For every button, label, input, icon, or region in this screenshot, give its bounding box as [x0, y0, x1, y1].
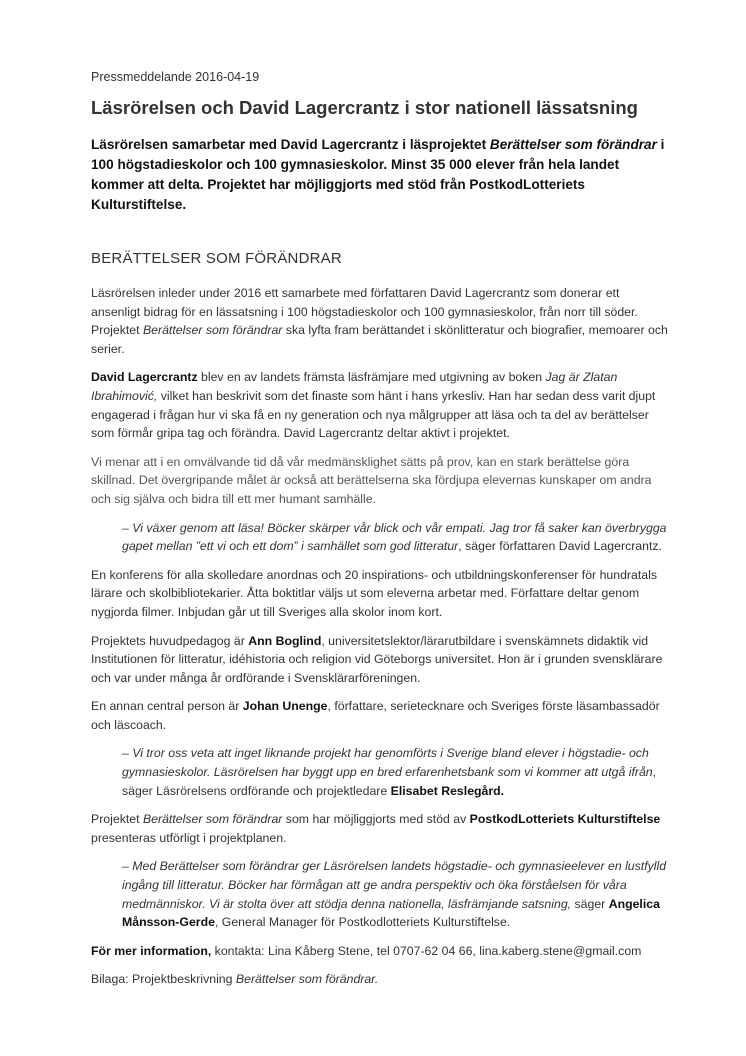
paragraph-pedagogue: [91, 632, 671, 688]
organization-name: PostkodLotteriets Kulturstiftelse: [469, 812, 661, 827]
quote-mansson-gerde: [122, 857, 671, 931]
contact-label: För mer information,: [91, 943, 212, 958]
paragraph-text: presenteras utförligt i projektplanen.: [91, 830, 287, 845]
project-title: Berättelser som förändrar: [142, 323, 283, 338]
person-name: Ann Boglind: [248, 633, 322, 648]
quote-attribution: , General Manager för Postkodlotteriets Kulturstiftelse.: [214, 915, 511, 930]
quote-text: – Vi tror oss veta att inget liknande projekt har genomförts i Sverige bland elever i högstadie- och gymnasieskolor. Läsrörelsen har byggt upp en bred erfarenhetsbank som vi kommer att utgå ifrån: [122, 746, 653, 780]
project-title: Berättelser som förändrar: [142, 812, 283, 827]
paragraph-text: En annan central person är: [91, 699, 243, 714]
paragraph-conference: En konferens för alla skolledare anordnas och 20 inspirations- och utbildningskonferenser för hundratals lärare och skolbibliotekarier. Åtta boktitlar väljs ut som eleverna arbetar med. Författare deltar genom nygjorda filmer. Inbjudan går ut till Sveriges alla skolor inom kort.: [91, 567, 657, 619]
contact-text: kontakta: Lina Kåberg Stene, tel 0707-62 04 66, lina.kaberg.stene@gmail.com: [211, 943, 642, 958]
quote-reslegard: [122, 744, 671, 800]
paragraph-unenge: [91, 697, 671, 734]
quote-attribution: , säger Läsrörelsens ordförande och projektledare: [122, 765, 657, 798]
lead-project-title: Berättelser som förändrar: [489, 137, 657, 152]
paragraph-text: Läsrörelsen inleder under 2016 ett samarbete med författaren David Lagercrantz som donerar ett ansenligt bidrag för en lässatsning i 100 högstadieskolor och 100 gymnasieskolor, från norr till söder. Projektet: [91, 286, 638, 338]
paragraph-goal: Vi menar att i en omvälvande tid då vår medmänsklighet sätts på prov, kan en stark berättelse göra skillnad. Det övergripande målet är också att berättelserna ska fördjupa elevernas kunskaper om andra och sig själva och bidra till ett mer humant samhälle.: [91, 454, 652, 506]
release-date: Pressmeddelande 2016-04-19: [91, 70, 260, 84]
quote-text: – Med Berättelser som förändrar ger Läsrörelsen landets högstadie- och gymnasieelever en lustfylld ingång till litteratur. Böcker har förmågan att ge andra perspektiv och öka förståelsen för våra medmänniskor. Vi är stolta över att stödja denna nationella, läsfrämjande satsning,: [122, 859, 667, 911]
paragraph-lagercrantz: [91, 368, 671, 442]
paragraph-text: blev en av landets främsta läsfrämjare med utgivning av boken: [197, 370, 546, 385]
page-title: Läsrörelsen och David Lagercrantz i stor nationell lässatsning: [91, 97, 638, 118]
press-release: [91, 68, 671, 999]
lead-paragraph: [91, 135, 671, 215]
person-name: Johan Unenge: [242, 699, 328, 714]
quote-attribution: säger: [571, 896, 609, 911]
paragraph-funding: [91, 810, 671, 847]
quote-attribution: , säger författaren David Lagercrantz.: [458, 539, 662, 554]
attachment-text: Bilaga: Projektbeskrivning: [91, 972, 236, 987]
person-name: Elisabet Reslegård.: [390, 783, 505, 798]
section-heading: BERÄTTELSER SOM FÖRÄNDRAR: [91, 250, 342, 267]
paragraph-text: vilket han beskrivit som det finaste som hänt i hans yrkesliv. Han har sedan dess varit djupt engagerad i frågan hur vi ska få en ny generation och nya målgrupper att läsa och ta del av berättelser som förmår gripa tag och förändra. David Lagercrantz deltar aktivt i projektet.: [91, 388, 656, 441]
person-name: Angelica Månsson-Gerde: [122, 896, 660, 930]
quote-text: – Vi växer genom att läsa! Böcker skärper vår blick och vår empati. Jag tror få saker kan överbrygga gapet mellan ”ett vi och ett dom” i samhället som god litteratur: [122, 520, 667, 554]
paragraph-text: ska lyfta fram berättandet i skönlitteratur och biografier, memoarer och serier.: [91, 323, 668, 356]
paragraph-text: Projektet: [91, 812, 143, 827]
lead-text: Läsrörelsen samarbetar med David Lagercrantz i läsprojektet: [91, 137, 490, 152]
attachment-line: [91, 970, 671, 989]
quote-lagercrantz: [122, 519, 671, 556]
person-name: David Lagercrantz: [91, 370, 198, 385]
paragraph-text: som har möjliggjorts med stöd av: [282, 812, 470, 827]
paragraph-text: Projektets huvudpedagog är: [91, 633, 249, 648]
book-title: Jag är Zlatan Ibrahimović,: [91, 370, 618, 403]
attachment-title: Berättelser som förändrar.: [235, 972, 379, 987]
paragraph-text: , författare, serietecknare och Sveriges förste läsambassadör och läscoach.: [91, 699, 660, 732]
lead-text-2: i 100 högstadieskolor och 100 gymnasieskolor. Minst 35 000 elever från hela landet kommer att delta. Projektet har möjliggjorts med stöd från PostkodLotteriets Kulturstiftelse.: [91, 137, 665, 212]
paragraph-intro: [91, 284, 671, 358]
paragraph-text: , universitetslektor/lärarutbildare i svenskämnets didaktik vid Institutionen för litteratur, idéhistoria och religion vid Göteborgs universitet. Hon är i grunden svensklärare och var under många år ordförande i Svensklärarföreningen.: [91, 633, 663, 685]
contact-info: [91, 942, 671, 961]
